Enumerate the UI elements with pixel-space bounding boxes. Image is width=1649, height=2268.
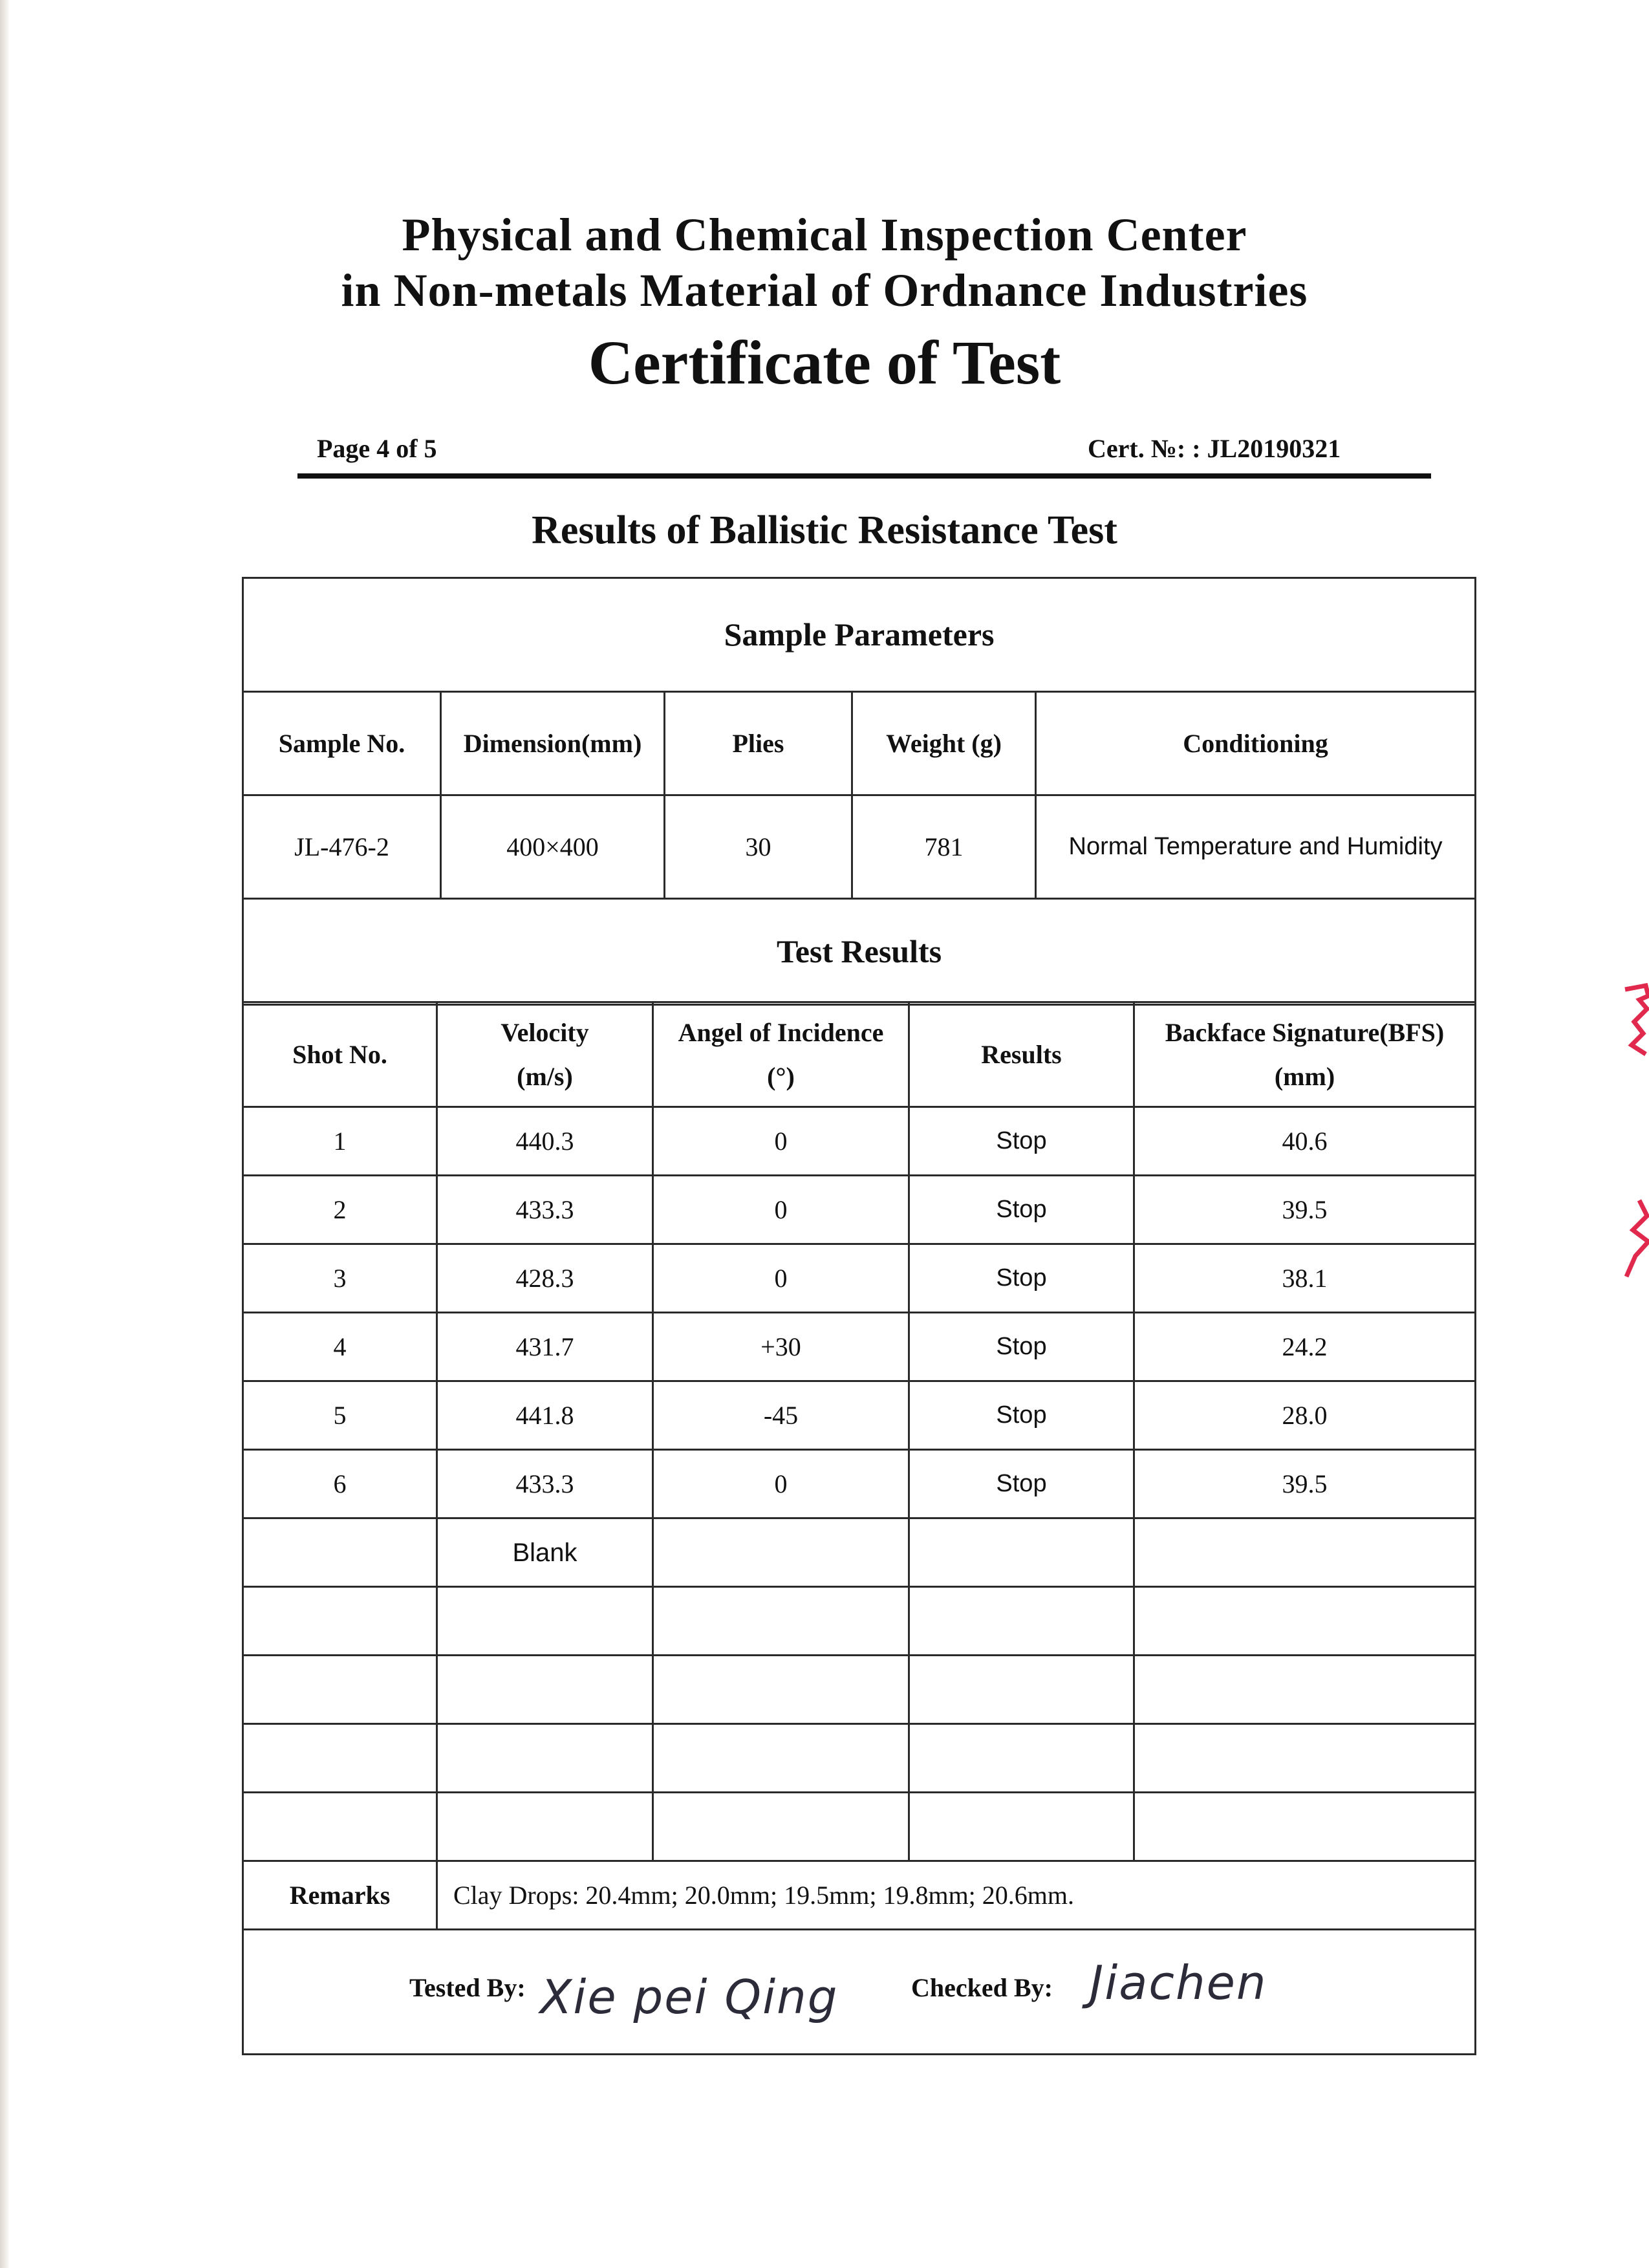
velocity-cell: 433.3 bbox=[437, 1450, 653, 1518]
shot-no-cell: 2 bbox=[243, 1176, 437, 1244]
plies-value: 30 bbox=[665, 795, 852, 899]
shot-no-cell: 4 bbox=[243, 1313, 437, 1381]
empty-cell bbox=[1134, 1518, 1476, 1587]
remarks-text: Clay Drops: 20.4mm; 20.0mm; 19.5mm; 19.8mm; 20.6mm. bbox=[437, 1861, 1476, 1930]
empty-cell bbox=[243, 1656, 437, 1724]
plies-header: Plies bbox=[665, 692, 852, 795]
velocity-cell: 428.3 bbox=[437, 1244, 653, 1313]
empty-cell bbox=[909, 1793, 1134, 1861]
result-cell: Stop bbox=[909, 1313, 1134, 1381]
table-row bbox=[243, 1176, 1476, 1244]
empty-cell bbox=[1134, 1724, 1476, 1793]
conditioning-value: Normal Temperature and Humidity bbox=[1036, 795, 1476, 899]
shots-table bbox=[242, 1001, 1476, 2055]
table-row bbox=[243, 1518, 1476, 1587]
angle-cell: +30 bbox=[653, 1313, 909, 1381]
results-title: Results of Ballistic Resistance Test bbox=[532, 508, 1117, 552]
empty-cell bbox=[437, 1656, 653, 1724]
shot-no-header: Shot No. bbox=[243, 1002, 437, 1107]
empty-cell bbox=[1134, 1793, 1476, 1861]
results-header: Results bbox=[909, 1002, 1134, 1107]
angle-header bbox=[653, 1002, 909, 1107]
certificate-number: Cert. №: : JL20190321 bbox=[1088, 434, 1341, 463]
empty-cell bbox=[1134, 1656, 1476, 1724]
test-results-heading: Test Results bbox=[243, 899, 1476, 1005]
red-stamp-fragment-bottom bbox=[1620, 1196, 1649, 1280]
angle-cell: 0 bbox=[653, 1176, 909, 1244]
angle-header-unit: (°) bbox=[767, 1061, 795, 1091]
sample-no-header: Sample No. bbox=[243, 692, 441, 795]
empty-cell bbox=[437, 1724, 653, 1793]
table-row bbox=[243, 1450, 1476, 1518]
velocity-header-label: Velocity bbox=[501, 1017, 589, 1047]
empty-cell bbox=[243, 1724, 437, 1793]
institution-name-line2: in Non-metals Material of Ordnance Industries bbox=[341, 265, 1308, 316]
sample-no-value: JL-476-2 bbox=[243, 795, 441, 899]
table-row bbox=[243, 1107, 1476, 1176]
empty-cell bbox=[909, 1518, 1134, 1587]
bfs-header bbox=[1134, 1002, 1476, 1107]
document-title: Certificate of Test bbox=[588, 328, 1061, 397]
page-number: Page 4 of 5 bbox=[317, 434, 437, 463]
table-row bbox=[243, 1244, 1476, 1313]
checked-by-signature: Jiachen bbox=[1090, 1956, 1267, 2010]
institution-name-line1: Physical and Chemical Inspection Center bbox=[402, 209, 1247, 261]
result-cell: Stop bbox=[909, 1381, 1134, 1450]
tested-by-signature: Xie pei Qing bbox=[540, 1970, 839, 2024]
shot-no-cell: 5 bbox=[243, 1381, 437, 1450]
bfs-cell: 24.2 bbox=[1134, 1313, 1476, 1381]
tested-by-label: Tested By: bbox=[409, 1973, 526, 2002]
empty-cell bbox=[437, 1793, 653, 1861]
bfs-cell: 28.0 bbox=[1134, 1381, 1476, 1450]
empty-cell bbox=[909, 1587, 1134, 1656]
signature-row bbox=[244, 1930, 1474, 2053]
bfs-header-label: Backface Signature(BFS) bbox=[1165, 1017, 1445, 1047]
empty-cell bbox=[243, 1793, 437, 1861]
shot-no-cell: 6 bbox=[243, 1450, 437, 1518]
checked-by-label: Checked By: bbox=[911, 1973, 1053, 2002]
angle-cell: -45 bbox=[653, 1381, 909, 1450]
results-table bbox=[242, 577, 1476, 1006]
empty-cell bbox=[1134, 1587, 1476, 1656]
table-row bbox=[243, 1313, 1476, 1381]
bfs-cell: 39.5 bbox=[1134, 1176, 1476, 1244]
empty-cell bbox=[653, 1724, 909, 1793]
table-row bbox=[243, 1724, 1476, 1793]
result-cell: Stop bbox=[909, 1244, 1134, 1313]
result-cell: Stop bbox=[909, 1176, 1134, 1244]
velocity-cell: 433.3 bbox=[437, 1176, 653, 1244]
remarks-label: Remarks bbox=[243, 1861, 437, 1930]
velocity-cell: 431.7 bbox=[437, 1313, 653, 1381]
shot-no-cell: 1 bbox=[243, 1107, 437, 1176]
table-row bbox=[243, 1793, 1476, 1861]
empty-cell bbox=[243, 1587, 437, 1656]
bfs-cell: 38.1 bbox=[1134, 1244, 1476, 1313]
angle-cell: 0 bbox=[653, 1244, 909, 1313]
velocity-header bbox=[437, 1002, 653, 1107]
velocity-header-unit: (m/s) bbox=[517, 1061, 573, 1091]
angle-cell: 0 bbox=[653, 1107, 909, 1176]
bfs-cell: 39.5 bbox=[1134, 1450, 1476, 1518]
signature-cell bbox=[243, 1930, 1476, 2055]
empty-cell bbox=[437, 1587, 653, 1656]
empty-cell bbox=[653, 1793, 909, 1861]
red-stamp-fragment-top bbox=[1620, 983, 1649, 1061]
empty-cell bbox=[909, 1656, 1134, 1724]
blank-label: Blank bbox=[437, 1518, 653, 1587]
table-row bbox=[243, 1381, 1476, 1450]
velocity-cell: 440.3 bbox=[437, 1107, 653, 1176]
shot-no-cell: 3 bbox=[243, 1244, 437, 1313]
table-row bbox=[243, 1656, 1476, 1724]
bfs-header-unit: (mm) bbox=[1274, 1061, 1335, 1091]
empty-cell bbox=[909, 1724, 1134, 1793]
weight-value: 781 bbox=[852, 795, 1036, 899]
bfs-cell: 40.6 bbox=[1134, 1107, 1476, 1176]
header-rule bbox=[297, 473, 1431, 479]
sample-parameters-heading: Sample Parameters bbox=[243, 578, 1476, 692]
conditioning-header: Conditioning bbox=[1036, 692, 1476, 795]
empty-cell bbox=[653, 1587, 909, 1656]
result-cell: Stop bbox=[909, 1450, 1134, 1518]
angle-cell: 0 bbox=[653, 1450, 909, 1518]
dimension-value: 400×400 bbox=[441, 795, 665, 899]
empty-cell bbox=[653, 1656, 909, 1724]
weight-header: Weight (g) bbox=[852, 692, 1036, 795]
velocity-cell: 441.8 bbox=[437, 1381, 653, 1450]
table-row bbox=[243, 1587, 1476, 1656]
dimension-header: Dimension(mm) bbox=[441, 692, 665, 795]
empty-cell bbox=[653, 1518, 909, 1587]
empty-cell bbox=[243, 1518, 437, 1587]
angle-header-label: Angel of Incidence bbox=[678, 1017, 884, 1047]
result-cell: Stop bbox=[909, 1107, 1134, 1176]
